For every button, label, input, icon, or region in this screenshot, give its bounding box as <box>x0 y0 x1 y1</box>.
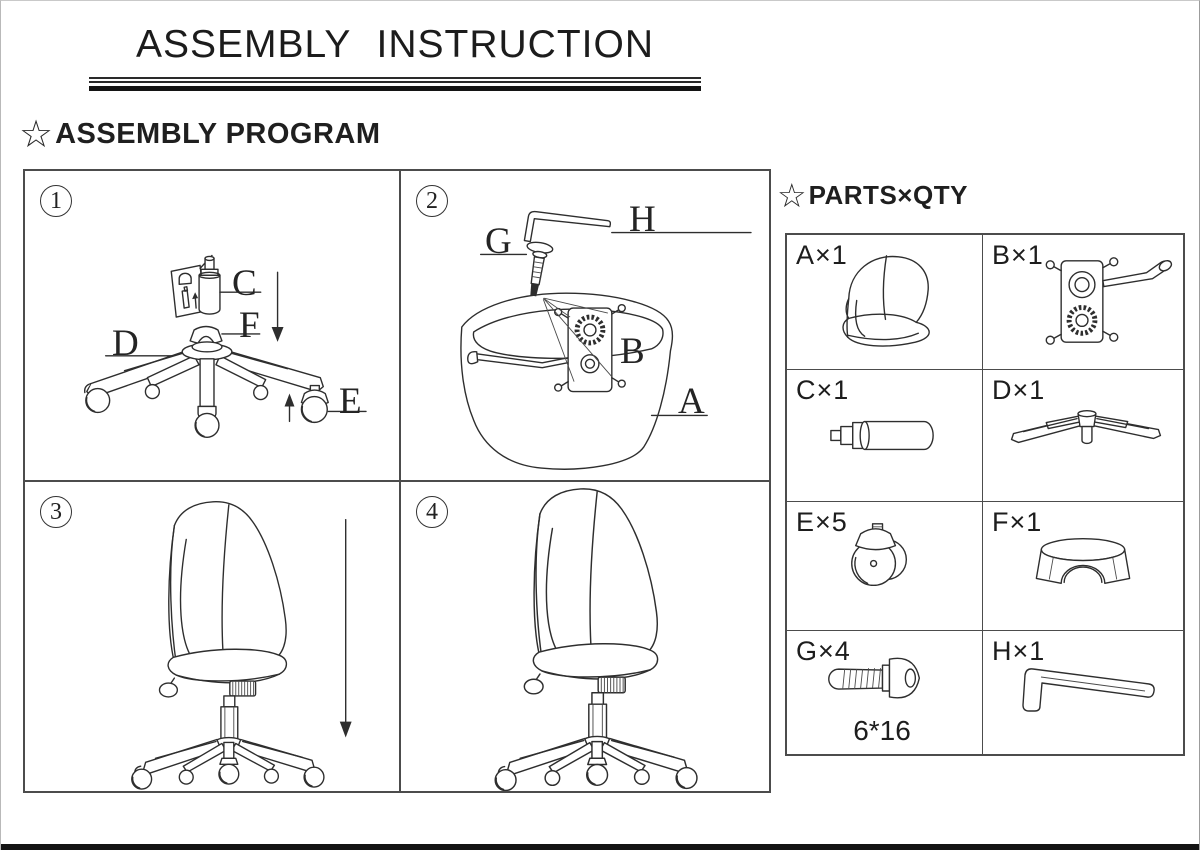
bolt-size-label: 6*16 <box>853 715 911 746</box>
up-arrow <box>285 394 295 422</box>
step-panel-2 <box>401 171 769 482</box>
step-3-number-circle <box>40 496 72 528</box>
diagram-label-h: H <box>629 199 656 240</box>
step-number: 1 <box>50 187 62 214</box>
assembly-steps-grid <box>23 169 771 793</box>
parts-qty-table <box>785 233 1185 756</box>
part-label-b: B×1 <box>992 240 1044 270</box>
part-cell-h <box>983 631 1183 754</box>
diagram-label-c: C <box>232 263 257 304</box>
step-number: 4 <box>426 498 438 525</box>
assembly-program-title: ASSEMBLY PROGRAM <box>55 117 381 150</box>
bolt-drawing <box>520 241 554 298</box>
step-3-illustration <box>25 482 399 791</box>
part-cell-f <box>983 502 1183 631</box>
step-4-number-circle <box>416 496 448 528</box>
diagram-label-g: G <box>485 221 512 262</box>
hex-key-drawing <box>524 212 610 242</box>
step-1-illustration <box>25 171 399 480</box>
parts-qty-heading <box>777 176 968 215</box>
diagram-label-b: B <box>620 331 645 372</box>
star-icon: ☆ <box>777 176 807 215</box>
part-cell-g <box>787 631 983 754</box>
step-panel-1 <box>25 171 401 482</box>
part-label-h: H×1 <box>992 636 1046 666</box>
part-label-a: A×1 <box>796 240 848 270</box>
assembled-chair-drawing <box>132 502 324 789</box>
part-cell-a <box>787 235 983 370</box>
diagram-label-a: A <box>678 381 705 422</box>
page-bottom-edge <box>1 844 1200 850</box>
title-underline <box>89 77 701 91</box>
parts-qty-title: PARTS×QTY <box>808 180 968 210</box>
step-1-number-circle <box>40 185 72 217</box>
part-label-d: D×1 <box>992 375 1046 405</box>
part-cell-c <box>787 370 983 502</box>
caster-drawing <box>301 386 328 423</box>
step-2-illustration <box>401 171 769 480</box>
part-cell-d <box>983 370 1183 502</box>
seat-shell-drawing <box>461 293 672 469</box>
step-panel-3 <box>25 482 401 791</box>
step-panel-4 <box>401 482 769 791</box>
diagram-label-f: F <box>239 305 260 346</box>
part-label-f: F×1 <box>992 507 1043 537</box>
star-icon: ☆ <box>19 112 54 156</box>
diagram-label-e: E <box>339 381 362 422</box>
down-arrow <box>272 272 284 342</box>
step-number: 3 <box>50 498 62 525</box>
assembly-program-heading <box>19 112 381 156</box>
step-2-number-circle <box>416 185 448 217</box>
part-label-g: G×4 <box>796 636 851 666</box>
part-label-c: C×1 <box>796 375 850 405</box>
down-arrow <box>340 520 352 738</box>
page-title: ASSEMBLY INSTRUCTION <box>136 23 654 66</box>
part-cell-b <box>983 235 1183 370</box>
part-cell-e <box>787 502 983 631</box>
diagram-label-d: D <box>112 323 139 364</box>
step-4-illustration <box>401 482 769 791</box>
step-number: 2 <box>426 187 438 214</box>
part-label-e: E×5 <box>796 507 848 537</box>
